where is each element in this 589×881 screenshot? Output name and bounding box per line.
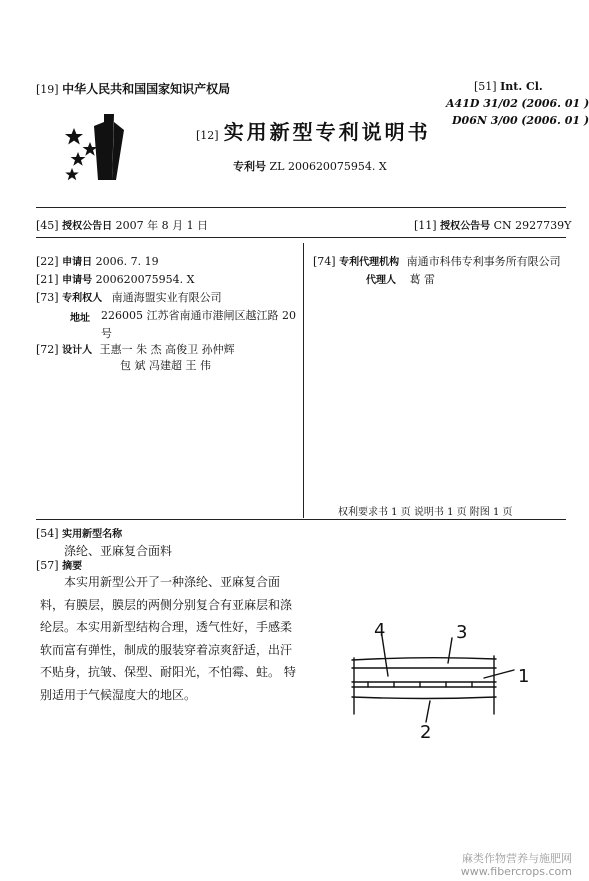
utility-model-name-code: [54] <box>36 527 59 540</box>
sipo-emblem-icon <box>64 108 146 188</box>
address-label: 地址 <box>70 313 90 324</box>
utility-model-title: 涤纶、亚麻复合面料 <box>64 544 173 558</box>
int-cl-class-1-code: A41D 31/02 <box>446 97 518 110</box>
patent-number-label: 专利号 <box>233 160 266 173</box>
office-code: [19] <box>36 83 59 96</box>
application-number-value: 200620075954. X <box>95 273 195 286</box>
figure-layer-top <box>352 658 496 660</box>
application-date-label: 申请日 <box>62 257 93 268</box>
designers-line-2: 包 斌 冯建超 王 伟 <box>120 359 211 372</box>
abstract-heading <box>36 557 82 572</box>
int-cl-class-2-code: D06N 3/00 <box>452 114 518 127</box>
int-cl-class-2 <box>452 114 589 127</box>
figure-membrane-ticks <box>368 682 472 687</box>
grant-number-code: [11] <box>414 219 437 232</box>
abstract-text: 本实用新型公开了一种涤纶、亚麻复合面料，有膜层，膜层的两侧分别复合有亚麻层和涤纶层。本实用新型结构合理，透气性好，手感柔软而富有弹性，制成的服装穿着凉爽舒适，出汗不贴身，抗皱、保型、耐阳光，不怕霉、蛀。 特别适用于气候湿度大的地区。 <box>40 575 296 702</box>
designers-label: 设计人 <box>62 345 93 356</box>
watermark-line-2: www.fibercrops.com <box>460 865 572 878</box>
grant-date <box>36 217 208 233</box>
figure-leader-2 <box>426 701 430 722</box>
patent-number <box>233 158 387 174</box>
patentee-label: 专利权人 <box>62 293 103 304</box>
address-line-1: 226005 江苏省南通市港闸区越江路 20 <box>101 309 296 322</box>
figure-label-4: 4 <box>374 620 386 641</box>
office-header <box>36 80 230 97</box>
patent-number-value: ZL 200620075954. X <box>269 160 387 173</box>
int-cl-heading <box>474 80 543 93</box>
figure-label-1: 1 <box>518 666 530 687</box>
column-divider <box>303 243 304 518</box>
utility-model-name <box>36 525 122 540</box>
grant-date-code: [45] <box>36 219 59 232</box>
address-line-2: 号 <box>101 327 112 340</box>
patent-agent-value: 葛 雷 <box>409 273 435 286</box>
divider-publication <box>36 237 566 238</box>
application-date <box>36 253 159 268</box>
doc-type-title: 实用新型专利说明书 <box>223 120 431 144</box>
application-date-code: [22] <box>36 255 59 268</box>
grant-number <box>414 217 571 232</box>
grant-date-value: 2007 年 8 月 1 日 <box>115 219 209 232</box>
figure-leader-1 <box>484 670 514 678</box>
abstract-label: 摘要 <box>62 561 83 572</box>
figure-layer-2 <box>352 697 496 699</box>
application-date-value: 2006. 7. 19 <box>95 255 159 268</box>
application-number-label: 申请号 <box>62 275 93 286</box>
int-cl-class-1-date: (2006. 01 ) <box>521 97 589 110</box>
patent-agency <box>313 253 561 269</box>
application-number <box>36 271 194 286</box>
doc-type-code: [12] <box>196 129 219 142</box>
int-cl-label: Int. Cl. <box>500 80 543 93</box>
patent-agent-label: 代理人 <box>366 275 396 286</box>
patent-agency-value: 南通市科伟专利事务所有限公司 <box>406 255 561 268</box>
designers-line-1: 王惠一 朱 杰 高俊卫 孙仲辉 <box>99 343 235 356</box>
figure-leader-3 <box>448 638 452 663</box>
patent-agency-label: 专利代理机构 <box>339 257 400 268</box>
figure-label-3: 3 <box>456 622 468 643</box>
utility-model-name-label: 实用新型名称 <box>62 529 123 540</box>
pages-info: 权利要求书 1 页 说明书 1 页 附图 1 页 <box>338 507 513 518</box>
int-cl-class-1 <box>446 97 589 110</box>
figure-label-2: 2 <box>420 722 432 743</box>
designers-code: [72] <box>36 343 59 356</box>
patent-agency-code: [74] <box>313 255 336 268</box>
doc-type-heading <box>196 116 431 145</box>
divider-top <box>36 207 566 208</box>
int-cl-code: [51] <box>474 80 497 93</box>
watermark-line-1: 麻类作物营养与施肥网 <box>462 852 572 865</box>
divider-bibliography <box>36 519 566 520</box>
patentee <box>36 289 222 305</box>
grant-number-value: CN 2927739Y <box>493 219 572 232</box>
abstract-code: [57] <box>36 559 59 572</box>
designers <box>36 341 235 357</box>
patentee-value: 南通海盟实业有限公司 <box>111 291 222 304</box>
grant-number-label: 授权公告号 <box>440 221 491 232</box>
fabric-cross-section-figure <box>344 618 544 743</box>
int-cl-class-2-date: (2006. 01 ) <box>521 114 589 127</box>
patent-agent <box>366 271 435 287</box>
figure-leader-4 <box>382 636 388 676</box>
office-name: 中华人民共和国国家知识产权局 <box>62 82 231 96</box>
patentee-code: [73] <box>36 291 59 304</box>
application-number-code: [21] <box>36 273 59 286</box>
grant-date-label: 授权公告日 <box>62 221 113 232</box>
